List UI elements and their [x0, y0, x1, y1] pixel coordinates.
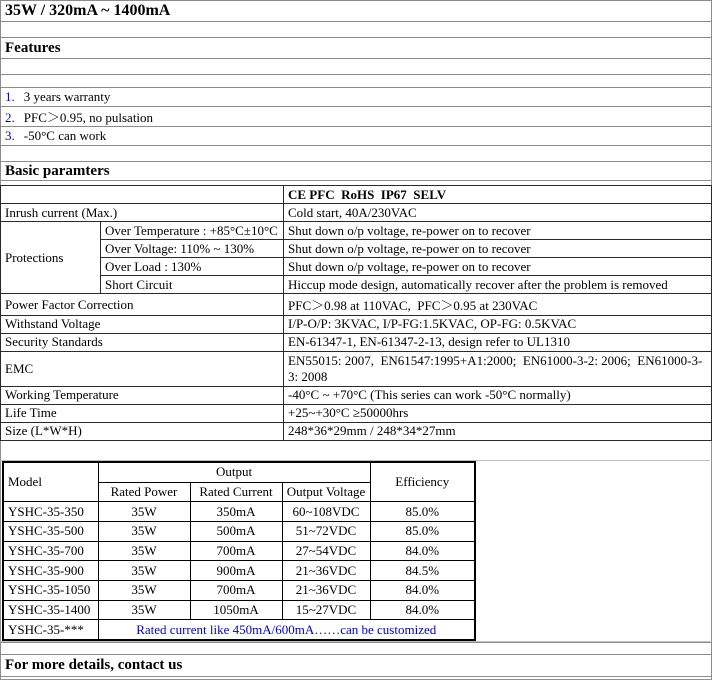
model-name: YSHC-35-1050 — [3, 580, 98, 600]
model-name: YSHC-35-900 — [3, 561, 98, 581]
rated-current: 500mA — [190, 522, 282, 542]
model-name: YSHC-35-700 — [3, 541, 98, 561]
output-voltage: 15~27VDC — [282, 600, 370, 620]
output-header: Output — [98, 462, 370, 482]
spec-label: Size (L*W*H) — [1, 422, 284, 440]
model-name: YSHC-35-350 — [3, 502, 98, 522]
feature-number: 1. — [5, 89, 15, 104]
rated-power: 35W — [98, 580, 190, 600]
model-table — [2, 461, 476, 641]
footer-section — [0, 642, 712, 677]
model-row — [3, 502, 475, 522]
spec-label: EMC — [1, 351, 284, 386]
basic-parameters-table — [0, 185, 712, 441]
spec-label: Working Temperature — [1, 386, 284, 404]
rated-current: 1050mA — [190, 600, 282, 620]
efficiency: 85.0% — [370, 502, 475, 522]
output-voltage: 60~108VDC — [282, 502, 370, 522]
feature-number: 3. — [5, 128, 15, 143]
rated-current: 700mA — [190, 541, 282, 561]
protection-sublabel: Short Circuit — [101, 276, 284, 294]
protection-sublabel: Over Voltage: 110% ~ 130% — [101, 240, 284, 258]
protections-label: Protections — [1, 222, 101, 294]
efficiency-header: Efficiency — [370, 462, 475, 502]
spec-value: PFC＞0.98 at 110VAC, PFC＞0.95 at 230VAC — [284, 294, 712, 315]
model-section — [0, 460, 710, 642]
model-name: YSHC-35-*** — [3, 620, 98, 640]
protection-value: Shut down o/p voltage, re-power on to recover — [284, 222, 712, 240]
protection-sublabel: Over Load : 130% — [101, 258, 284, 276]
certifications-cell: CE PFC RoHS IP67 SELV — [284, 186, 712, 204]
model-name: YSHC-35-1400 — [3, 600, 98, 620]
spec-label: Withstand Voltage — [1, 315, 284, 333]
efficiency: 84.0% — [370, 580, 475, 600]
page-title: 35W / 320mA ~ 1400mA — [1, 1, 712, 22]
features-list-section — [0, 87, 712, 181]
rated-current: 900mA — [190, 561, 282, 581]
spec-value: Cold start, 40A/230VAC — [284, 204, 712, 222]
efficiency: 84.0% — [370, 600, 475, 620]
protection-sublabel: Over Temperature : +85°C±10°C — [101, 222, 284, 240]
feature-text: 3 years warranty — [23, 89, 111, 104]
rated-power: 35W — [98, 561, 190, 581]
footer-heading: For more details, contact us — [1, 655, 712, 677]
model-row — [3, 561, 475, 581]
feature-item — [1, 107, 712, 127]
protection-value: Hiccup mode design, automatically recover after the problem is removed — [284, 276, 712, 294]
custom-note: Rated current like 450mA/600mA……can be customized — [98, 620, 475, 640]
spacer-row — [1, 146, 712, 162]
model-name: YSHC-35-500 — [3, 522, 98, 542]
spec-value: EN55015: 2007, EN61547:1995+A1:2000; EN61000-3-2: 2006; EN61000-3-3: 2008 — [284, 351, 712, 386]
output-voltage-header: Output Voltage — [282, 482, 370, 502]
feature-number: 2. — [5, 110, 15, 125]
rated-power: 35W — [98, 541, 190, 561]
model-row — [3, 541, 475, 561]
spec-label: Security Standards — [1, 333, 284, 351]
rated-power: 35W — [98, 600, 190, 620]
spec-value: 248*36*29mm / 248*34*27mm — [284, 422, 712, 440]
spec-value: +25~+30°C ≥50000hrs — [284, 404, 712, 422]
spacer-row — [1, 59, 712, 75]
spacer-row — [1, 643, 712, 655]
model-row — [3, 580, 475, 600]
output-voltage: 21~36VDC — [282, 561, 370, 581]
output-voltage: 21~36VDC — [282, 580, 370, 600]
spec-label: Life Time — [1, 404, 284, 422]
feature-item — [1, 127, 712, 146]
model-header: Model — [3, 462, 98, 502]
empty-cell — [1, 186, 284, 204]
rated-power: 35W — [98, 522, 190, 542]
basic-parameters-heading: Basic paramters — [1, 162, 712, 181]
spec-value: I/P-O/P: 3KVAC, I/P-FG:1.5KVAC, OP-FG: 0.5KVAC — [284, 315, 712, 333]
protection-value: Shut down o/p voltage, re-power on to recover — [284, 240, 712, 258]
custom-model-row — [3, 620, 475, 640]
output-voltage: 51~72VDC — [282, 522, 370, 542]
spacer-row — [1, 22, 712, 38]
model-row — [3, 522, 475, 542]
protection-value: Shut down o/p voltage, re-power on to recover — [284, 258, 712, 276]
spec-label: Power Factor Correction — [1, 294, 284, 315]
header-section — [0, 0, 712, 75]
feature-item — [1, 88, 712, 107]
rated-power: 35W — [98, 502, 190, 522]
spec-value: -40°C ~ +70°C (This series can work -50°C normally) — [284, 386, 712, 404]
model-row — [3, 600, 475, 620]
output-voltage: 27~54VDC — [282, 541, 370, 561]
feature-text: -50°C can work — [23, 128, 107, 143]
rated-current: 350mA — [190, 502, 282, 522]
spec-label: Inrush current (Max.) — [1, 204, 284, 222]
efficiency: 85.0% — [370, 522, 475, 542]
efficiency: 84.5% — [370, 561, 475, 581]
rated-current-header: Rated Current — [190, 482, 282, 502]
features-heading: Features — [1, 38, 712, 59]
rated-current: 700mA — [190, 580, 282, 600]
efficiency: 84.0% — [370, 541, 475, 561]
spec-value: EN-61347-1, EN-61347-2-13, design refer to UL1310 — [284, 333, 712, 351]
feature-text: PFC＞0.95, no pulsation — [23, 110, 154, 125]
rated-power-header: Rated Power — [98, 482, 190, 502]
